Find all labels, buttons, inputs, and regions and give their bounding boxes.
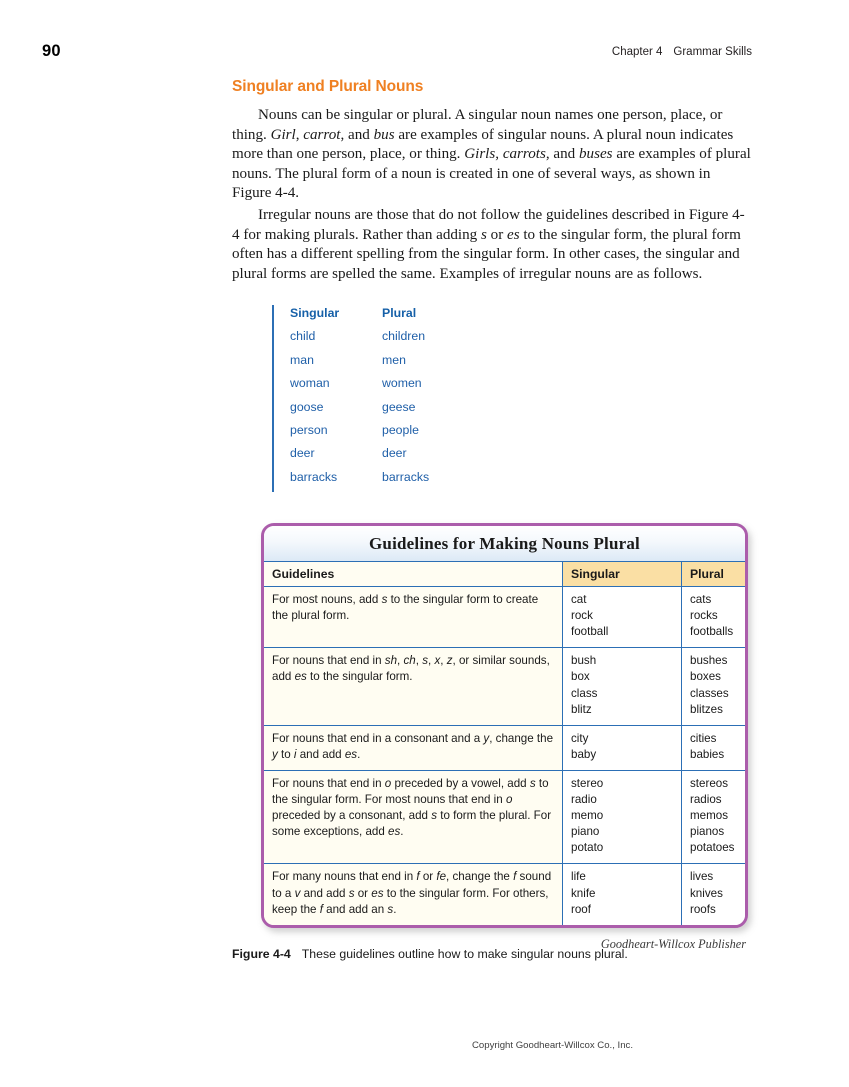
list-item [290,328,550,351]
cell-guideline: For nouns that end in a consonant and a y, change the y to i and add es. [264,725,563,770]
irregular-plural: children [382,329,426,344]
figure-credit: Goodheart-Willcox Publisher [600,936,746,951]
body-column [232,78,752,285]
cell-plural: bushes boxes classes blitzes [682,648,749,725]
irregular-list-header [290,305,550,328]
irregular-singular: man [290,352,314,367]
column-header-singular: Singular [563,562,682,587]
irregular-plural: deer [382,446,407,461]
cell-singular: life knife roof [563,864,682,925]
irregular-singular: person [290,422,328,437]
cell-singular: stereo radio memo piano potato [563,770,682,863]
table-row [264,587,748,648]
cell-plural: cities babies [682,725,749,770]
cell-plural: cats rocks footballs [682,587,749,648]
irregular-plural: women [382,376,422,391]
cell-plural: stereos radios memos pianos potatoes [682,770,749,863]
irregular-plural: people [382,422,419,437]
table-title: Guidelines for Making Nouns Plural [264,526,745,562]
figure-4-4 [261,523,748,952]
irregular-plural: barracks [382,469,430,484]
cell-guideline: For many nouns that end in f or fe, change the f sound to a v and add s or es to the singular form. For others, keep the f and add an s. [264,864,563,925]
table-row [264,725,748,770]
table-row [264,648,748,725]
page-number: 90 [42,42,61,60]
irregular-plural: men [382,352,406,367]
cell-guideline: For nouns that end in sh, ch, s, x, z, or similar sounds, add es to the singular form. [264,648,563,725]
cell-guideline: For nouns that end in o preceded by a vowel, add s to the singular form. For most nouns that end in o preceded by a consonant, add s to form the plural. For some exceptions, add es. [264,770,563,863]
list-item [290,469,550,492]
copyright-notice: Copyright Goodheart-Willcox Co., Inc. [471,1040,634,1051]
irregular-noun-list [272,305,550,492]
irregular-list-header-singular: Singular [290,306,340,320]
cell-guideline: For most nouns, add s to the singular form to create the plural form. [264,587,563,648]
cell-plural: lives knives roofs [682,864,749,925]
irregular-singular: woman [290,376,330,391]
list-item [290,352,550,375]
irregular-singular: barracks [290,469,338,484]
running-head-title: Grammar Skills [673,46,752,58]
list-item [290,375,550,398]
cell-singular: bush box class blitz [563,648,682,725]
guidelines-table [264,562,748,925]
paragraph-irregular-nouns: Irregular nouns are those that do not follow the guidelines described in Figure 4-4 for making plurals. Rather than adding s or es to the singular form, the plural form often has a different spelling from the singular form. In other cases, the singular and plural forms are spelled the same. Examples of irregular nouns are as follows. [232,206,745,282]
column-header-guidelines: Guidelines [264,562,563,587]
table-header-row [264,562,748,587]
figure-caption-label: Figure 4-4 [232,947,291,961]
irregular-list-header-plural: Plural [382,306,417,320]
table-row [264,864,748,925]
cell-singular: city baby [563,725,682,770]
table-row [264,770,748,863]
irregular-singular: goose [290,399,324,414]
irregular-plural: geese [382,399,416,414]
list-item [290,422,550,445]
irregular-singular: child [290,329,316,344]
figure-caption [232,947,792,961]
column-header-plural: Plural [682,562,749,587]
figure-caption-text: These guidelines outline how to make singular nouns plural. [301,947,628,961]
running-head [612,46,752,58]
irregular-singular: deer [290,446,315,461]
page-title: Singular and Plural Nouns [232,78,424,95]
running-head-chapter: Chapter 4 [611,46,663,58]
list-item [290,399,550,422]
cell-singular: cat rock football [563,587,682,648]
paragraph-singular-plural: Nouns can be singular or plural. A singular noun names one person, place, or thing. Girl, carrot, and bus are examples of singular nouns. A plural noun indicates more than one person, place, or thing. Girls, carrots, and buses are examples of plural nouns. The plural form of a noun is created in one of several ways, as shown in Figure 4-4. [232,107,751,202]
guidelines-table-container [261,523,748,928]
list-item [290,445,550,468]
